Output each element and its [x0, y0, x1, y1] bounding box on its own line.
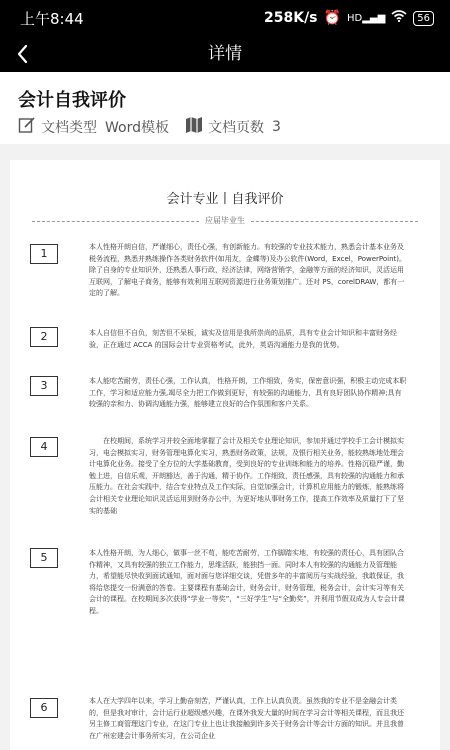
section-number: 3 [30, 376, 58, 396]
doc-type-value: Word模板 [105, 120, 169, 136]
battery-icon: 56 [413, 11, 434, 26]
preview-subtitle: 应届毕业生 [32, 215, 418, 226]
status-time: 上午8:44 [20, 9, 84, 28]
map-icon [185, 116, 203, 138]
doc-pages-value: 3 [271, 119, 281, 135]
preview-title: 会计专业丨自我评价 [166, 192, 284, 207]
section-number: 4 [30, 437, 58, 457]
status-bar [0, 0, 450, 36]
section-number: 6 [30, 698, 58, 718]
edit-document-icon [18, 116, 36, 138]
document-meta [18, 116, 281, 138]
document-preview[interactable] [10, 160, 440, 750]
status-indicators [264, 10, 434, 26]
document-header [0, 72, 450, 144]
wifi-icon [391, 10, 407, 26]
section-number: 2 [30, 327, 58, 347]
network-speed: 258K/s [264, 10, 318, 26]
section-text: 本人在大学四年以来，学习上勤奋刻苦，严谨认真，工作上认真负责。虽然我的专业不是金融会计类的，但是我对审计，会计运行业超级感兴趣，在课外我发大量的时间在学习会计等相关课程，而且我还另主修工商管理这门专业，在这门专业上也让我接触到许多关于财务会计等会计方面的知识。并且我曾在广州宏建会计事务所实习，在公司企业 [89, 697, 404, 740]
page-title: 详情 [208, 44, 242, 64]
hd-signal-icon: HD▂▄▆ [346, 12, 386, 24]
doc-pages-label: 文档页数 [207, 120, 264, 136]
section-text: 本人能吃苦耐劳，责任心强，工作认真， 性格开朗，工作细致，务实，保密意识强，积极主动完成本职工作，学习和适应能力强,竭尽全力把工作做到更好，有较强的沟通能力，具有良好团队协作精神;具有较强的亲和力、协调沟通能力强，能够建立良好的合作氛围和客户关系。 [89, 377, 407, 409]
section-text: 本人性格开朗，为人细心，做事一丝不苟，能吃苦耐劳，工作脚踏实地，有较强的责任心，具有团队合作精神，又具有较强的独立工作能力，思维活跃，能独挡一面。同时本人有较强的沟通能力及管理能力，希望能尽快收到面试通知，面对面与您详细交谈，凭借多年的丰富阅历与实战经验，我敢保证，我将给您提交一份满意的答卷。主要课程有基础会计，财务会计，财务管理，税务会计，会计实习等有关会计的课程。在校期间多次获得“学业一等奖”，“三好学生”与“全勤奖”，并利用节假双成为人专会计课程。 [89, 549, 405, 615]
section-number: 1 [30, 244, 58, 264]
section-text: 本人性格开朗自信，严谨细心，责任心强，有创新能力。有较强的专业技术能力，熟悉会计基本业务及税务流程，熟悉并熟练操作各类财务软件(如用友，金蝶等)及办公软件(Word，Excel，PowerPoint)。除了自身的专业知识外，还熟悉人事行政，经济法律，网络营销学，金融等方面的经济知识，灵活运用互联网，了解电子商务，能够有效利用互联网资源进行业务策划推广。还对 PS，corelDRAW，都有一定的了解。 [89, 243, 407, 298]
nav-bar [0, 36, 450, 72]
section-text: 本人自信但不自负，刻苦但不呆板，诚实及信用是我所崇尚的品质，具有专业会计知识和丰富财务经验，正在通过 ACCA 的国际会计专业资格考试，此外，英语沟通能力是我的优势。 [89, 329, 397, 349]
section-number: 5 [30, 548, 58, 568]
doc-type-label: 文档类型 [41, 120, 97, 136]
section-text: 在校期间，系统学习并较全面地掌握了会计及相关专业理论知识，参加并通过学校手工会计模拟实习，电会模拟实习，财务管理电算化实习，熟悉财务政策，法规，及银行相关业务，能较熟练地处理会计电算化业务。接受了全方位的大学基础教育，受到良好的专业训练和能力的培养。性格沉稳严谨，勤勉上进，自信乐观，开朗豁达，善于沟通，精于协作。工作细致，责任感强，具有较强的沟通能力和承压能力。在社会实践中，结合专业特点及工作实际，自觉加强会计，计算机应用能力的锻炼，能熟练将会计相关专业理论知识灵活运用到财务办公中，为更好地从事财务工作，提高工作效率及质量打下了坚实的基础 [89, 437, 404, 515]
document-title: 会计自我评价 [18, 90, 126, 111]
alarm-icon: ⏰ [323, 10, 341, 26]
